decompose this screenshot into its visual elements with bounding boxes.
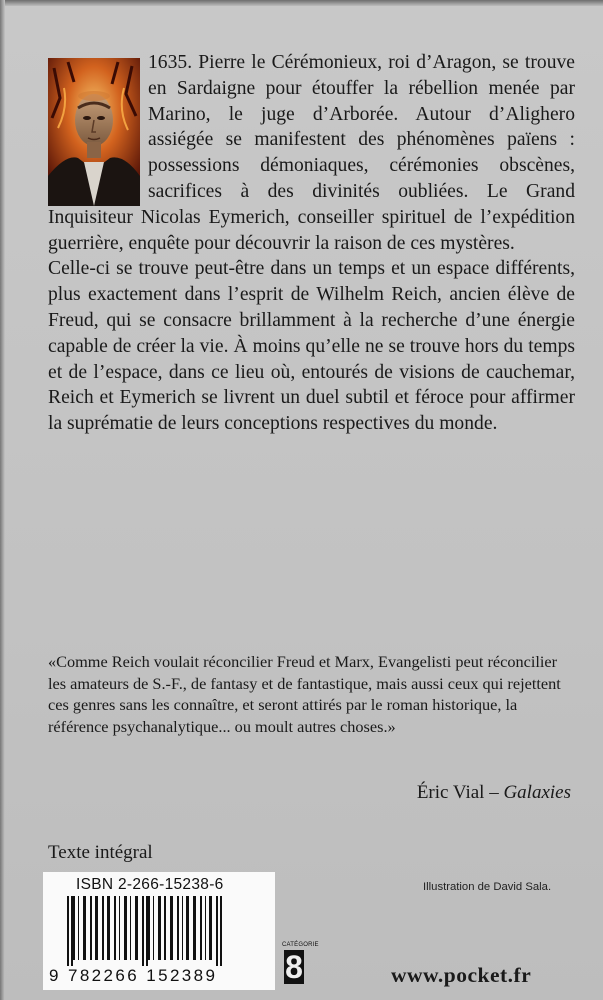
isbn-number: ISBN 2-266-15238-6 <box>76 876 224 893</box>
quote-source: Galaxies <box>503 782 571 803</box>
synopsis-paragraph-2: Celle-ci se trouve peut-être dans un temps et un espace différents, plus exactement dans l’esprit de Wilhelm Reich, ancien élève de Freud, qui se consacre brillamment à la recherche d’une énergie capable de créer la vie. À moins qu’elle ne se trouve hors du temps et de l’espace, dans ce lieu où, entourés de visions de cauchemar, Reich et Eymerich se livrent un duel subtil et féroce pour affirmer la suprématie de leurs conceptions respectives du monde. <box>48 258 575 435</box>
cover-left-edge <box>0 0 5 1000</box>
ean-digits: 9 782266 152389 <box>49 966 218 985</box>
cover-thumbnail-illustration <box>48 58 140 206</box>
illustration-credit: Illustration de David Sala. <box>423 881 552 893</box>
texte-integral-label: Texte intégral <box>48 842 153 863</box>
publisher-website: www.pocket.fr <box>391 963 532 987</box>
quote-author: Éric Vial <box>416 782 485 803</box>
press-quote: «Comme Reich voulait réconcilier Freud et Marx, Evangelisti peut réconcilier les amateurs de S.-F., de fantasy et de fantastique, mais aussi ceux qui rejettent ces genres sans les connaître, et seront attirés par le roman historique, la référence psychanalytique... ou moult autres choses.» <box>48 652 561 736</box>
category-label: CATÉGORIE <box>282 942 319 948</box>
barcode-area <box>43 872 275 990</box>
synopsis-paragraph-1: 1635. Pierre le Cérémonieux, roi d’Aragon, se trouve en Sardaigne pour étouffer la rébellion menée par Marino, le juge d’Arborée. Autour d’Alighero assiégée se manifestent des phénomènes païens : possessions démoniaques, cérémonies obscènes, sacrifices à des divinités oubliées. Le Grand Inquisiteur Nicolas Eymerich, conseiller spirituel de l’expédition guerrière, enquête pour découvrir la raison de ces mystères. <box>48 52 575 254</box>
category-number: 8 <box>285 949 303 985</box>
quote-dash: – <box>484 782 504 803</box>
quote-attribution <box>417 782 571 804</box>
barcode-bars <box>67 896 257 966</box>
cover-top-edge <box>0 0 603 6</box>
